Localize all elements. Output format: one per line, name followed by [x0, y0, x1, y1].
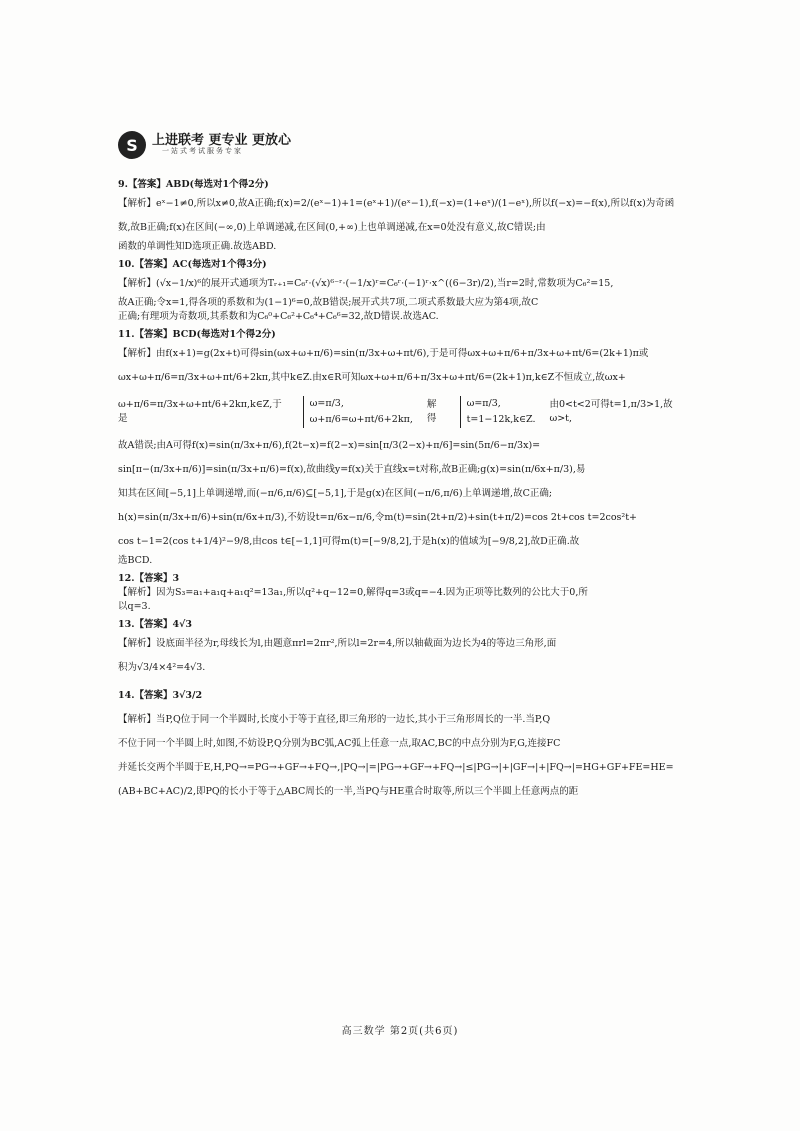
question-10: [118, 258, 693, 324]
explanation-line: 知其在区间[−5,1]上单调递增,而(−π/6,π/6)⊆[−5,1],于是g(x)在区间(−π/6,π/6)上单调递增,故C正确;: [118, 488, 553, 499]
explanation-line: 【解析】因为S₃=a₁+a₁q+a₁q²=13a₁,所以q²+q−12=0,解得q=3或q=−4.因为正项等比数列的公比大于0,所: [118, 587, 588, 598]
explanation-line: (AB+BC+AC)/2,即PQ的长小于等于△ABC周长的一半,当PQ与HE重合时取等,所以三个半圆上任意两点的距: [118, 786, 579, 797]
explanation-line: h(x)=sin(π/3x+π/6)+sin(π/6x+π/3),不妨设t=π/6x−π/6,令m(t)=sin(2t+π/2)+sin(t+π/2)=cos 2t+cos t=2cos²t+: [118, 512, 637, 523]
question-14: [118, 684, 693, 804]
equation-system-row: [118, 396, 693, 428]
explanation-line: 以q=3.: [118, 601, 151, 612]
answer-line: 14.【答案】3√3/2: [118, 690, 203, 701]
explanation-line: 选BCD.: [118, 555, 153, 566]
answer-line: 12.【答案】3: [118, 573, 180, 584]
answer-line: 11.【答案】BCD(每选对1个得2分): [118, 329, 276, 340]
explanation-line: 数,故B正确;f(x)在区间(−∞,0)上单调递减,在区间(0,+∞)上也单调递减,在x=0处没有意义,故C错误;由: [118, 222, 546, 233]
explanation-line: 【解析】(√x−1/x)⁶的展开式通项为Tᵣ₊₁=C₆ʳ·(√x)⁶⁻ʳ·(−1/x)ʳ=C₆ʳ·(−1)ʳ·x^((6−3r)/2),当r=2时,常数项为C₆²=15,: [118, 278, 614, 289]
explanation-line: 并延长交两个半圆于E,H,PQ→=PG→+GF→+FQ→,|PQ→|=|PG→+GF→+FQ→|≤|PG→|+|GF→|+|FQ→|=HG+GF+FE=HE=: [118, 762, 674, 773]
brand-logo-icon: S: [118, 131, 146, 159]
explanation-line: 【解析】设底面半径为r,母线长为l,由题意πrl=2πr²,所以l=2r=4,所以轴截面为边长为4的等边三角形,面: [118, 638, 557, 649]
answer-line: 13.【答案】4√3: [118, 619, 192, 630]
brand-subtitle: 一站式考试服务专家: [162, 147, 243, 156]
header-brand: [118, 128, 291, 162]
question-13: [118, 618, 693, 680]
explanation-line: 正确;有理项为奇数项,其系数和为C₆⁰+C₆²+C₆⁴+C₆⁶=32,故D错误.故选AC.: [118, 311, 439, 322]
question-9: [118, 178, 693, 254]
explanation-line: 由0<t<2可得t=1,π/3>1,故ω>t,: [549, 399, 673, 424]
solutions-content: [118, 178, 693, 808]
explanation-line: ωx+ω+π/6=π/3x+ω+πt/6+2kπ,其中k∈Z.由x∈R可知ωx+ω+π/6+π/3x+ω+πt/6=(2k+1)π,k∈Z不恒成立,故ωx+: [118, 372, 626, 383]
explanation-line: cos t−1=2(cos t+1/4)²−9/8,由cos t∈[−1,1]可得m(t)=[−9/8,2],于是h(x)的值域为[−9/8,2],故D正确.故: [118, 536, 580, 547]
equation-system-1: ω=π/3, ω+π/6=ω+πt/6+2kπ,: [303, 396, 413, 428]
explanation-line: sin[π−(π/3x+π/6)]=sin(π/3x+π/6)=f(x),故曲线y=f(x)关于直线x=t对称,故B正确;g(x)=sin(π/6x+π/3),易: [118, 464, 586, 475]
explanation-line: 积为√3/4×4²=4√3.: [118, 662, 206, 673]
explanation-line: 【解析】当P,Q位于同一个半圆时,长度小于等于直径,即三角形的一边长,其小于三角形周长的一半.当P,Q: [118, 714, 551, 725]
page-footer: 高三数学 第2页(共6页): [341, 1026, 459, 1037]
equation-system-2: ω=π/3, t=1−12k,k∈Z.: [460, 396, 536, 428]
explanation-line: 【解析】eˣ−1≠0,所以x≠0,故A正确;f(x)=2/(eˣ−1)+1=(eˣ+1)/(eˣ−1),f(−x)=(1+eˣ)/(1−eˣ),所以f(−x)=−f(x),所以f(x)为奇函: [118, 198, 675, 209]
explanation-line: ω+π/6=π/3x+ω+πt/6+2kπ,k∈Z,于是: [118, 399, 282, 424]
solve-label: 解得: [426, 399, 437, 424]
explanation-line: 故A错误;由A可得f(x)=sin(π/3x+π/6),f(2t−x)=f(2−x)=sin[π/3(2−x)+π/6]=sin(5π/6−π/3x)=: [118, 440, 541, 451]
explanation-line: 【解析】由f(x+1)=g(2x+t)可得sin(ωx+ω+π/6)=sin(π/3x+ω+πt/6),于是可得ωx+ω+π/6+π/3x+ω+πt/6=(2k+1)π或: [118, 348, 649, 359]
answer-line: 9.【答案】ABD(每选对1个得2分): [118, 179, 269, 190]
explanation-line: 函数的单调性知D选项正确.故选ABD.: [118, 241, 277, 252]
question-11: [118, 328, 693, 568]
brand-slogan: 上进联考 更专业 更放心: [152, 133, 292, 148]
explanation-line: 故A正确;令x=1,得各项的系数和为(1−1)⁶=0,故B错误;展开式共7项,二项式系数最大应为第4项,故C: [118, 297, 539, 308]
question-12: [118, 572, 693, 614]
explanation-line: 不位于同一个半圆上时,如图,不妨设P,Q分别为BC弧,AC弧上任意一点,取AC,BC的中点分别为F,G,连接FC: [118, 738, 561, 749]
answer-line: 10.【答案】AC(每选对1个得3分): [118, 259, 267, 270]
